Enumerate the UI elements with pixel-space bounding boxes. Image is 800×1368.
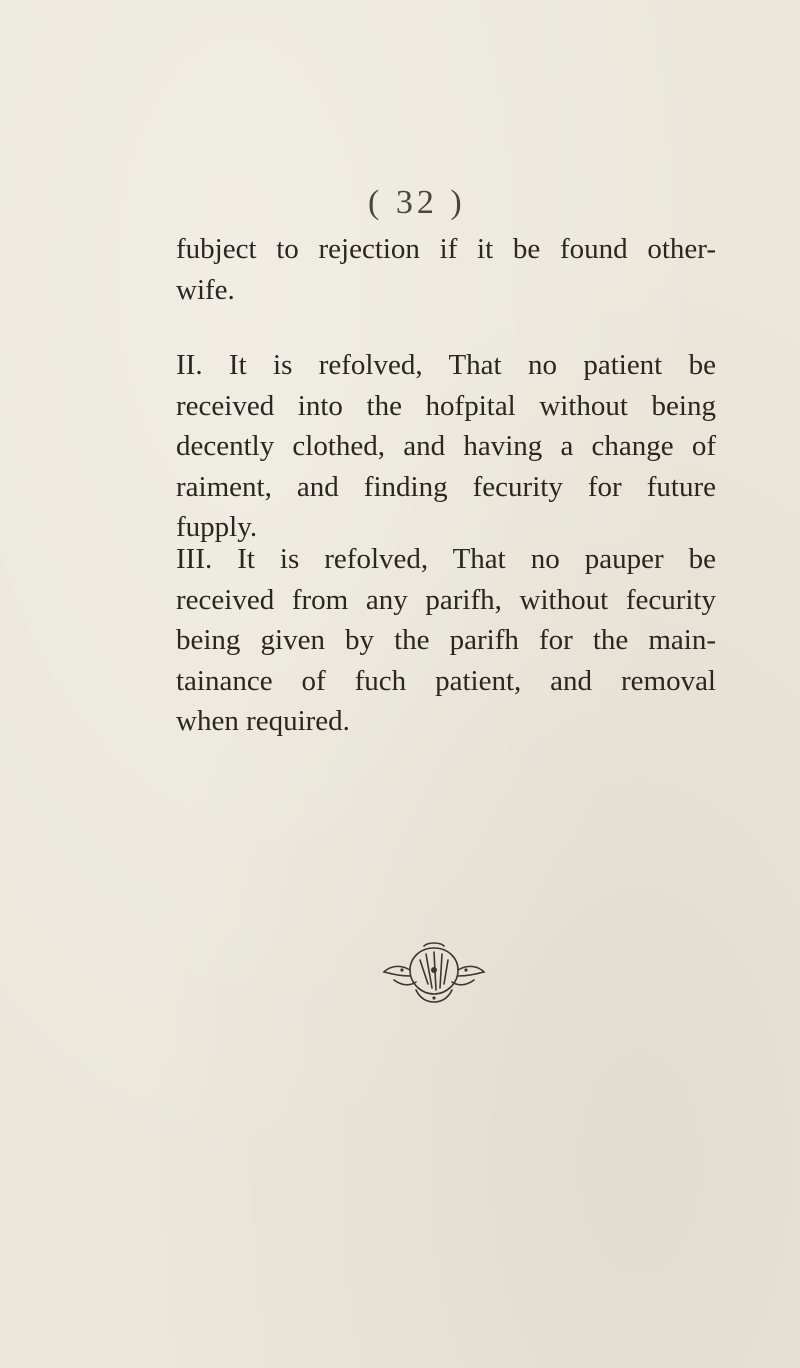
- text-line: raiment, and finding fecurity for future: [176, 470, 716, 503]
- text-line: III. It is refolved, That no pauper be: [176, 543, 716, 575]
- text-line: tainance of fuch patient, and removal: [176, 664, 716, 697]
- text-line: decently clothed, and having a change of: [176, 430, 716, 462]
- text-line: fupply.: [176, 511, 258, 543]
- text-line: received into the hofpital without being: [176, 389, 716, 422]
- text-line: when required.: [176, 705, 350, 737]
- page-number: ( 32 ): [368, 184, 466, 221]
- text-line: II. It is refolved, That no patient be: [176, 349, 716, 381]
- text-line: wife.: [176, 273, 235, 306]
- text-line: being given by the parifh for the main-: [176, 624, 716, 656]
- paragraph-resolution-ii: [176, 345, 716, 548]
- paragraph-resolution-iii: [176, 539, 716, 742]
- text-line: fubject to rejection if it be found other-: [176, 233, 716, 265]
- paragraph-continuation: [176, 229, 716, 310]
- text-line: received from any parifh, without fecurity: [176, 583, 716, 616]
- floral-tailpiece-icon: [380, 940, 488, 1006]
